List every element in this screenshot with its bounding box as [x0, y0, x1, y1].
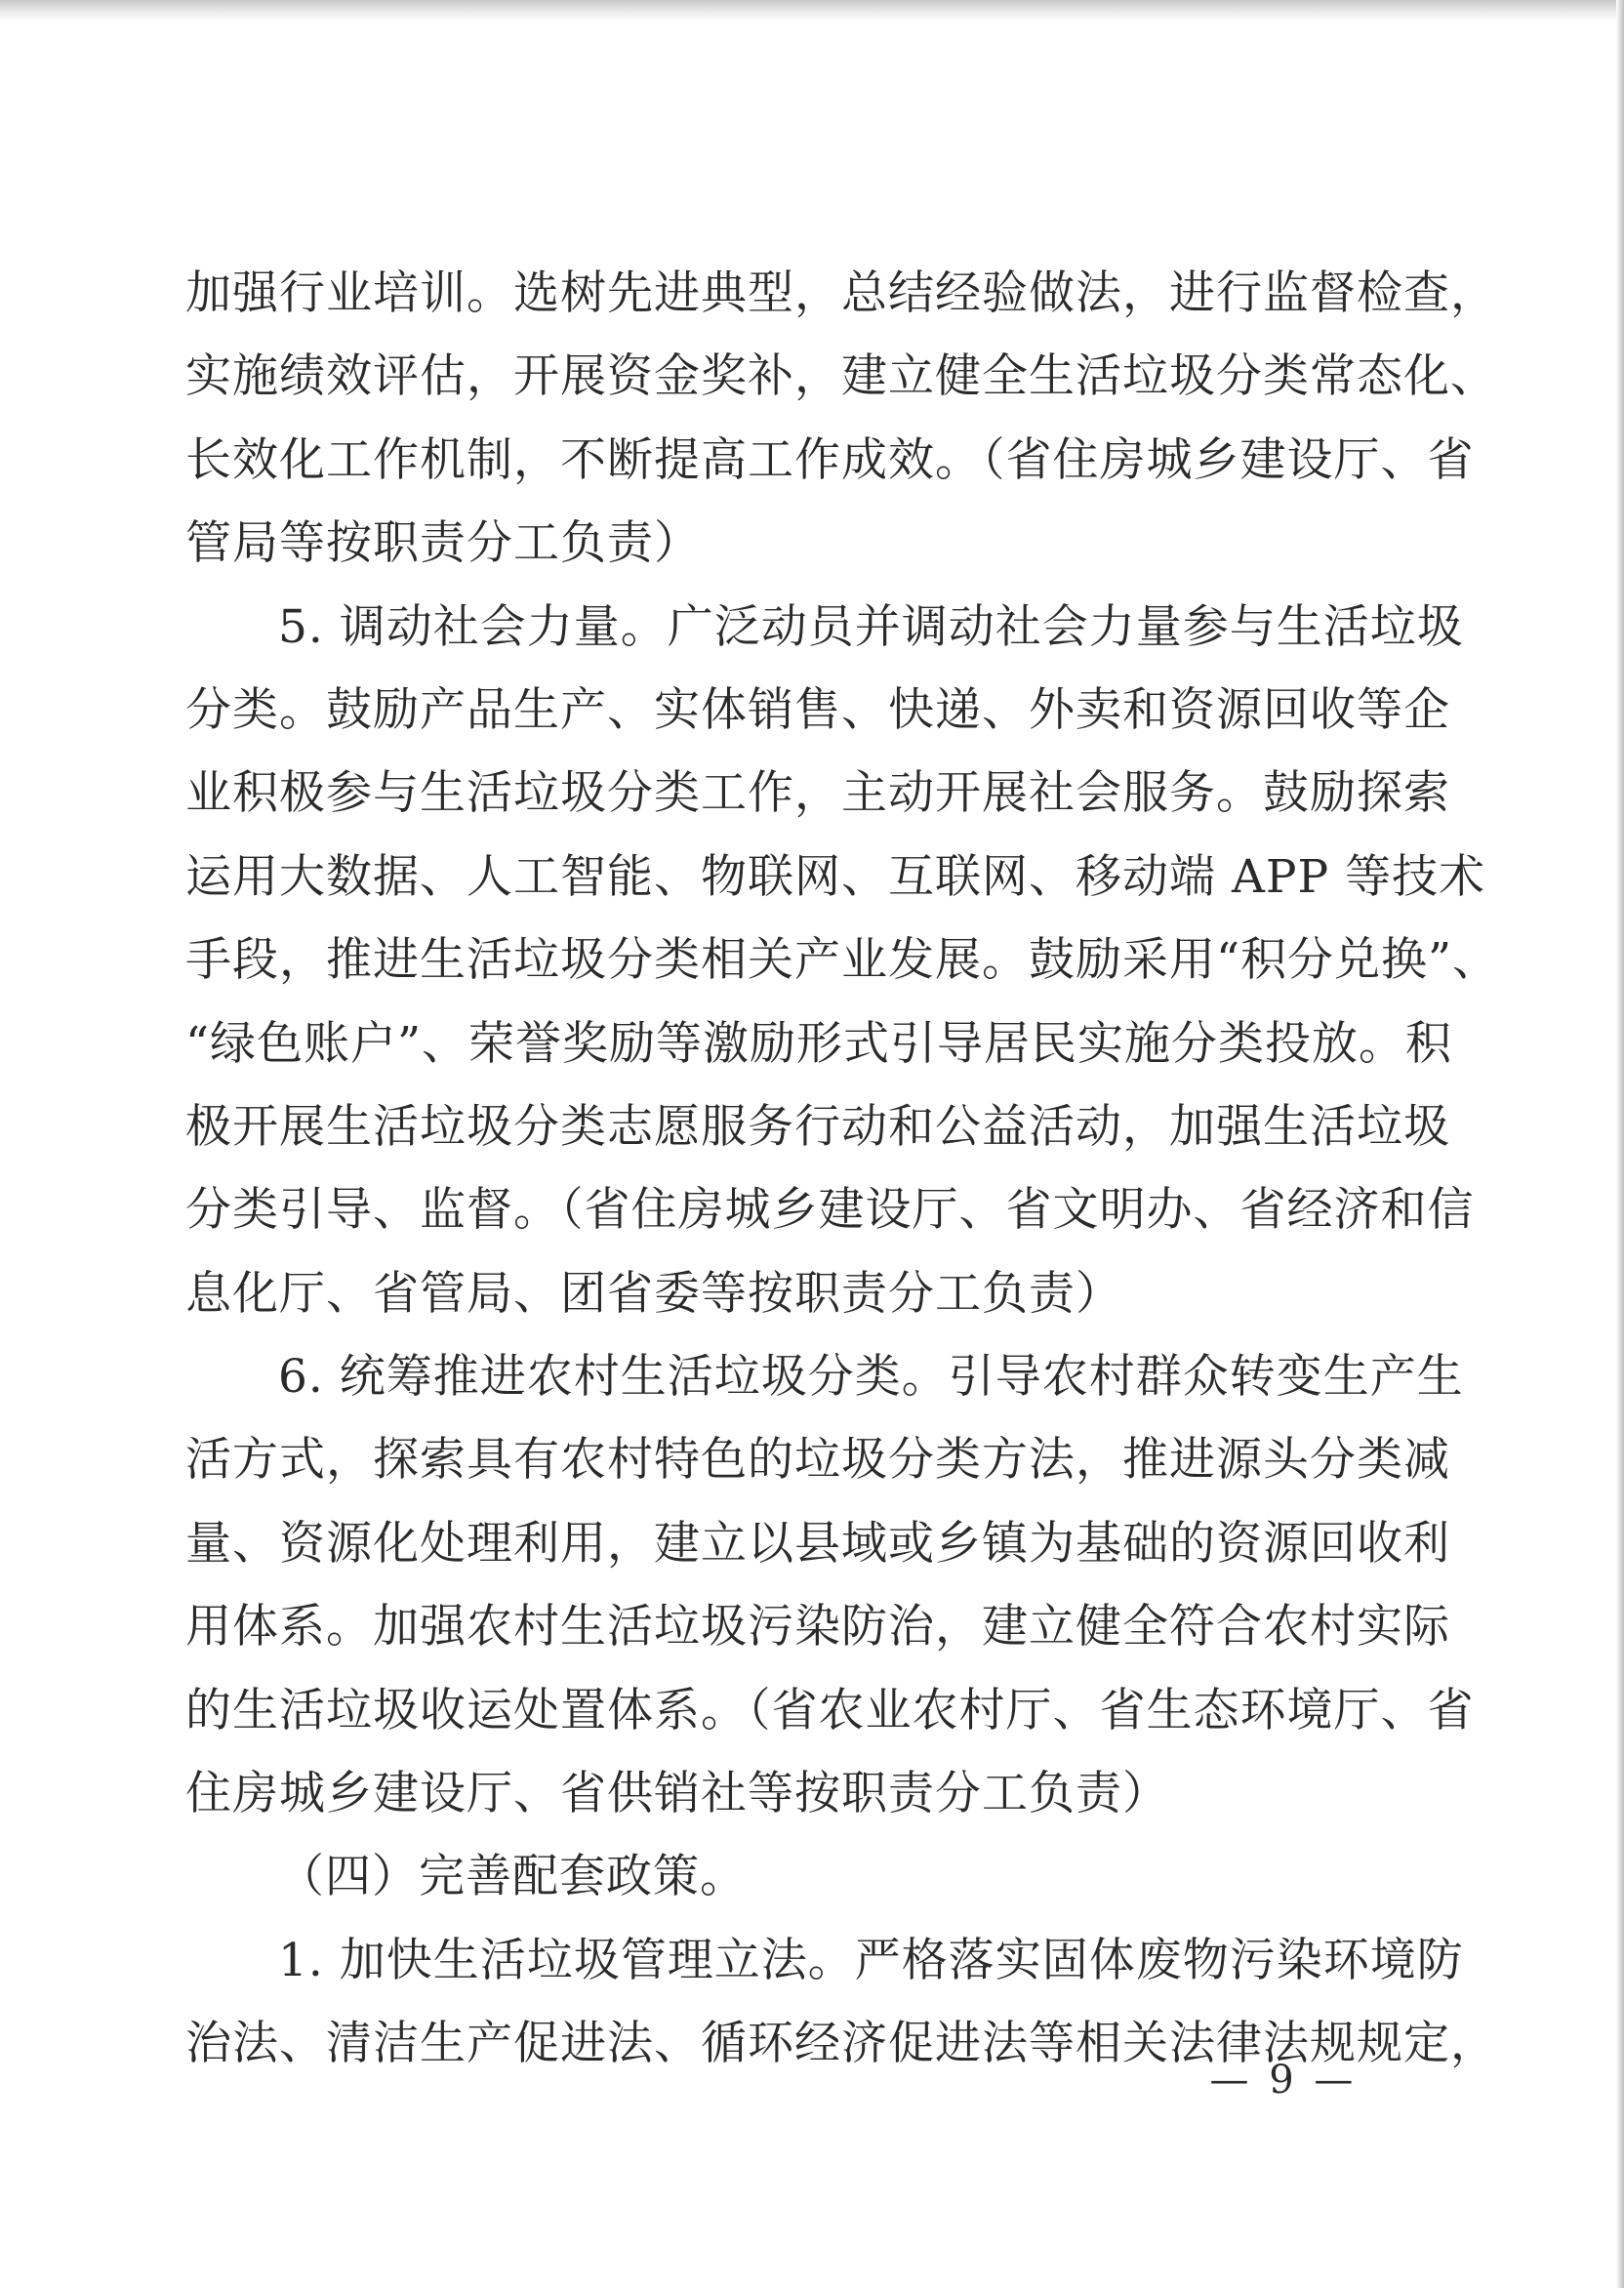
text-line: 管局等按职责分工负责） — [185, 516, 701, 571]
text-line: 用体系。加强农村生活垃圾污染防治，建立健全符合农村实际 — [185, 1600, 1450, 1655]
text-line: 治法、清洁生产促进法、循环经济促进法等相关法律法规规定， — [185, 2017, 1497, 2071]
text-line: “绿色账户”、荣誉奖励等激励形式引导居民实施分类投放。积 — [185, 1016, 1453, 1071]
document-body — [185, 252, 1500, 2086]
section-heading-line: 1. 加快生活垃圾管理立法。严格落实固体废物污染环境防 — [278, 1933, 1464, 1987]
text-line: 实施绩效评估，开展资金奖补，建立健全生活垃圾分类常态化、 — [185, 349, 1497, 404]
text-line: 的生活垃圾收运处置体系。（省农业农村厅、省生态环境厅、省 — [185, 1683, 1475, 1737]
text-line: 住房城乡建设厅、省供销社等按职责分工负责） — [185, 1767, 1169, 1821]
section-title-line: （四）完善配套政策。 — [278, 1850, 747, 1904]
text-line: 运用大数据、人工智能、物联网、互联网、移动端 APP 等技术 — [185, 849, 1486, 904]
text-line: 分类引导、监督。（省住房城乡建设厅、省文明办、省经济和信 — [185, 1183, 1475, 1238]
scan-shadow-top — [0, 0, 1624, 21]
text-line: 息化厅、省管局、团省委等按职责分工负责） — [185, 1266, 1122, 1321]
text-line: 分类。鼓励产品生产、实体销售、快递、外卖和资源回收等企 — [185, 682, 1450, 737]
scan-shadow-right — [1616, 0, 1624, 2288]
text-line: 长效化工作机制，不断提高工作成效。（省住房城乡建设厅、省 — [185, 432, 1475, 487]
section-heading-line: 6. 统筹推进农村生活垃圾分类。引导农村群众转变生产生 — [278, 1350, 1464, 1405]
text-line: 活方式，探索具有农村特色的垃圾分类方法，推进源头分类减 — [185, 1433, 1450, 1488]
text-line: 业积极参与生活垃圾分类工作，主动开展社会服务。鼓励探索 — [185, 766, 1450, 821]
text-line: 量、资源化处理利用，建立以县域或乡镇为基础的资源回收利 — [185, 1516, 1450, 1571]
text-line: 加强行业培训。选树先进典型，总结经验做法，进行监督检查， — [185, 266, 1497, 320]
text-line: 极开展生活垃圾分类志愿服务行动和公益活动，加强生活垃圾 — [185, 1099, 1450, 1154]
page-number: — 9 — — [1209, 2058, 1358, 2103]
text-line: 手段，推进生活垃圾分类相关产业发展。鼓励采用“积分兑换”、 — [185, 933, 1500, 988]
section-heading-line: 5. 调动社会力量。广泛动员并调动社会力量参与生活垃圾 — [278, 599, 1464, 654]
